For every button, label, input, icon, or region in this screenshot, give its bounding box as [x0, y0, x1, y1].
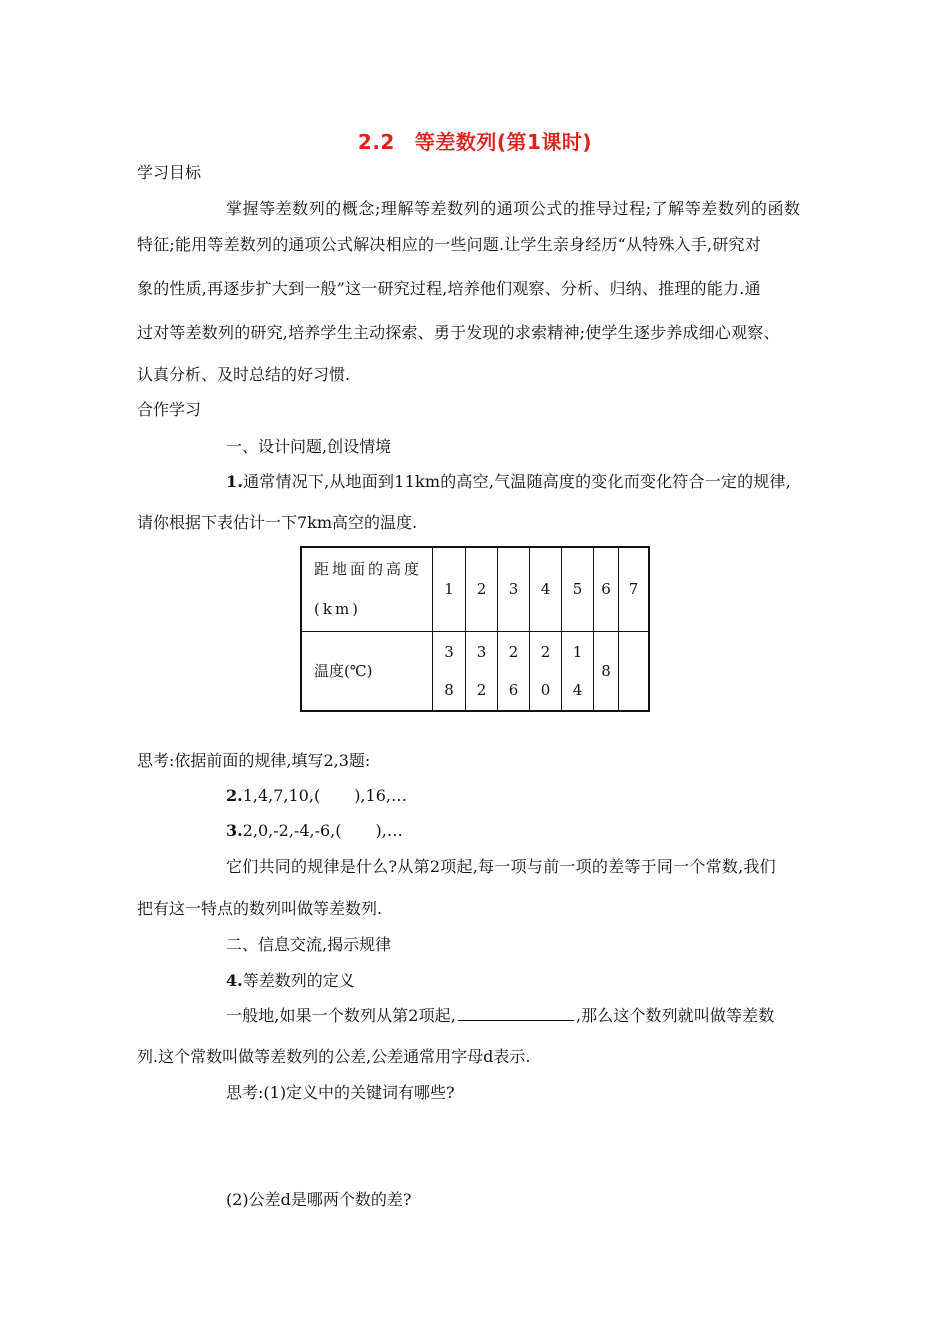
question-1-number: 1.: [226, 472, 244, 491]
temperature-cell: 3 8: [433, 631, 466, 711]
row-label-height: 距地面的高度 (km): [301, 547, 433, 631]
think-question-1: 思考:(1)定义中的关键词有哪些?: [226, 1083, 455, 1102]
height-cell: 3: [498, 547, 530, 631]
height-cell: 2: [466, 547, 498, 631]
table-row-temperature: [301, 631, 649, 711]
question-1-line-1: 1.通常情况下,从地面到11km的高空,气温随高度的变化而变化符合一定的规律,: [226, 472, 791, 491]
definition-line-1: 一般地,如果一个数列从第2项起, ,那么这个数列就叫做等差数: [226, 1006, 775, 1025]
temperature-cell: 2 6: [498, 631, 530, 711]
objective-line-4: 过对等差数列的研究,培养学生主动探索、勇于发现的求索精神;使学生逐步养成细心观察、: [137, 323, 780, 342]
height-cell: 4: [530, 547, 562, 631]
section-heading-objectives: 学习目标: [137, 163, 202, 182]
temperature-cell: 3 2: [466, 631, 498, 711]
objective-line-3: 象的性质,再逐步扩大到一般”这一研究过程,培养他们观察、分析、归纳、推理的能力.通: [137, 279, 761, 298]
question-3: 3.2,0,-2,-4,-6,( ),…: [226, 821, 403, 840]
temperature-cell: 2 0: [530, 631, 562, 711]
objective-line-1: 掌握等差数列的概念;理解等差数列的通项公式的推导过程;了解等差数列的函数: [226, 199, 801, 218]
height-cell: 5: [562, 547, 594, 631]
objective-line-2: 特征;能用等差数列的通项公式解决相应的一些问题.让学生亲身经历“从特殊入手,研究对: [137, 235, 761, 254]
think-question-2: (2)公差d是哪两个数的差?: [226, 1190, 412, 1209]
question-2: 2.1,4,7,10,( ),16,…: [226, 786, 407, 805]
temperature-cell-empty: [619, 631, 650, 711]
temperature-cell: 1 4: [562, 631, 594, 711]
part1-heading: 一、设计问题,创设情境: [226, 437, 392, 456]
definition-blank[interactable]: [458, 1006, 574, 1021]
objective-line-5: 认真分析、及时总结的好习惯.: [137, 365, 351, 384]
temperature-cell: 8: [594, 631, 619, 711]
think-intro: 思考:依据前面的规律,填写2,3题:: [137, 751, 371, 770]
rule-line-1: 它们共同的规律是什么?从第2项起,每一项与前一项的差等于同一个常数,我们: [226, 857, 776, 876]
rule-line-2: 把有这一特点的数列叫做等差数列.: [137, 899, 383, 918]
question-1-line-2: 请你根据下表估计一下7km高空的温度.: [137, 513, 418, 532]
height-cell: 1: [433, 547, 466, 631]
row-label-temperature: 温度(℃): [301, 631, 433, 711]
page-title: 2.2 等差数列(第1课时): [357, 130, 593, 154]
altitude-temperature-table: [300, 546, 650, 712]
definition-line-2: 列.这个常数叫做等差数列的公差,公差通常用字母d表示.: [137, 1047, 531, 1066]
height-cell: 6: [594, 547, 619, 631]
part2-heading: 二、信息交流,揭示规律: [226, 935, 392, 954]
section-heading-cooperative: 合作学习: [137, 400, 202, 419]
height-cell: 7: [619, 547, 650, 631]
question-4: 4.等差数列的定义: [226, 971, 355, 990]
table-row-height: [301, 547, 649, 631]
